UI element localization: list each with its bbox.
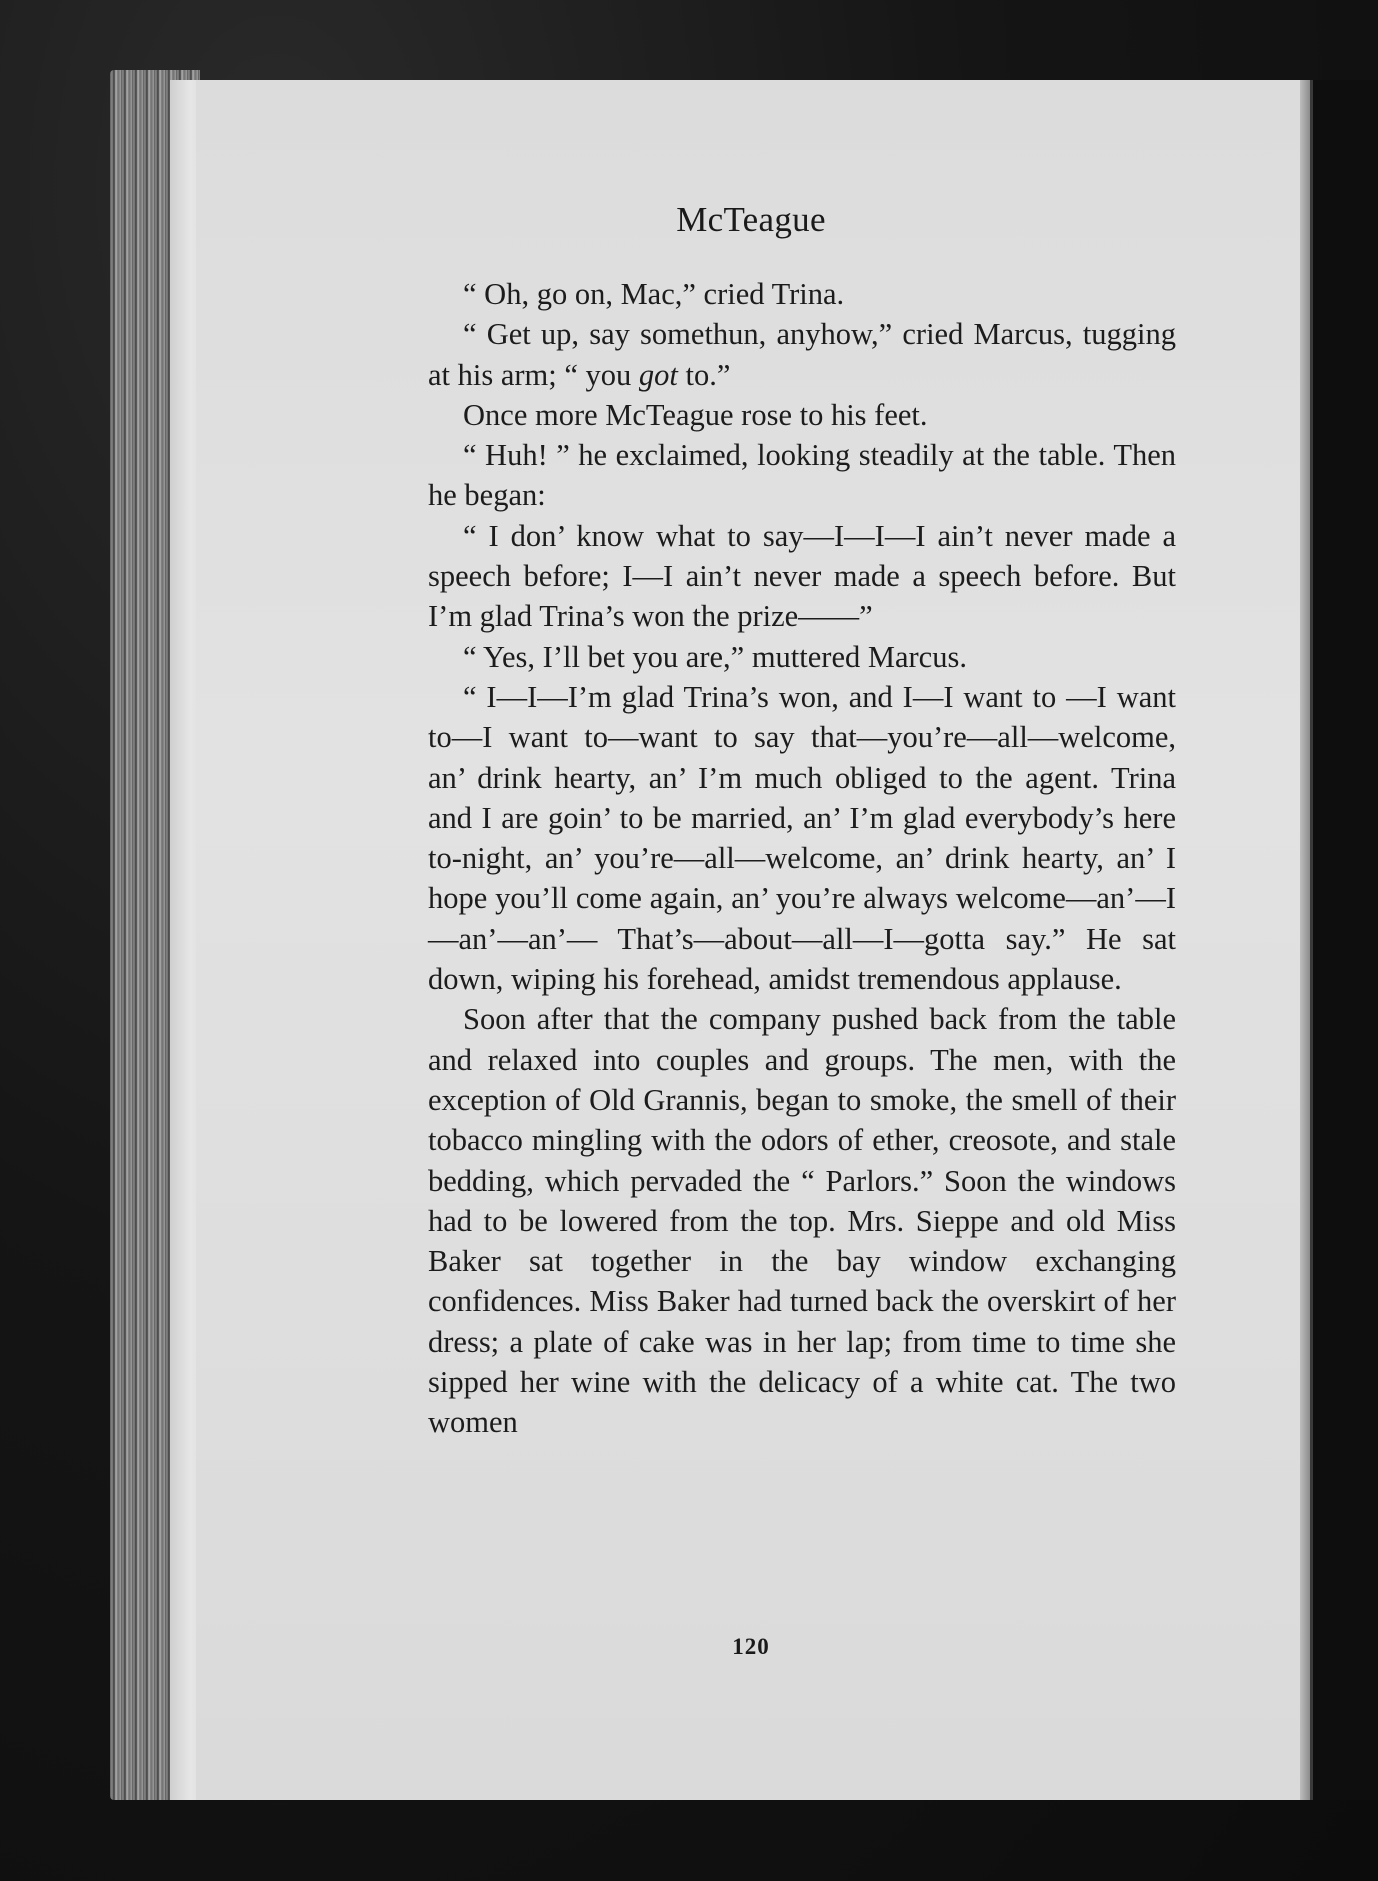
paragraph: “ Huh! ” he exclaimed, looking steadily at the table. Then he began:: [428, 438, 1176, 513]
running-head: McTeague: [676, 200, 826, 239]
paragraph: “ I—I—I’m glad Trina’s won, and I—I want to —I want to—I want to—want to say that—you’re—all—welcome, an’ drink hearty, an’ I’m much obliged to the agent. Trina and I are goin’ to be married, an’ I’m glad everybody’s here to-night, an’ you’re—all—welcome, an’ drink hearty, an’ I hope you’ll come again, an’ you’re always welcome—an’—I—an’—an’— That’s—about—all—I—gotta say.” He sat down, wiping his forehead, amidst tremendous applause.: [428, 679, 1176, 997]
paragraph: Once more McTeague rose to his feet.: [463, 397, 928, 432]
italic-word: got: [638, 357, 678, 392]
opposite-page-edge: [1310, 80, 1378, 1800]
paragraph: “ Yes, I’ll bet you are,” muttered Marcus.: [463, 639, 967, 674]
page-number: 120: [732, 1634, 770, 1659]
paragraph: “ Oh, go on, Mac,” cried Trina.: [463, 277, 845, 311]
paragraph: “ Get up, say somethun, anyhow,” cried Marcus, tugging at his arm; “ you got to.”: [428, 317, 1176, 392]
page-right-edge: [1300, 80, 1310, 1800]
paragraph: Soon after that the company pushed back from the table and relaxed into couples and groups. The men, with the exception of Old Grannis, began to smoke, the smell of their tobacco mingling with the odors of ether, creosote, and stale bedding, which pervaded the “ Parlors.” Soon the windows had to be lowered from the top. Mrs. Sieppe and old Miss Baker sat together in the bay window exchanging confidences. Miss Baker had turned back the overskirt of her dress; a plate of cake was in her lap; from time to time she sipped her wine with the delicacy of a white cat. The two women: [428, 1002, 1176, 1440]
body-text: [428, 274, 1176, 1443]
paragraph: “ I don’ know what to say—I—I—I ain’t never made a speech before; I—I ain’t never made a speech before. But I’m glad Trina’s won the prize——”: [428, 518, 1176, 634]
